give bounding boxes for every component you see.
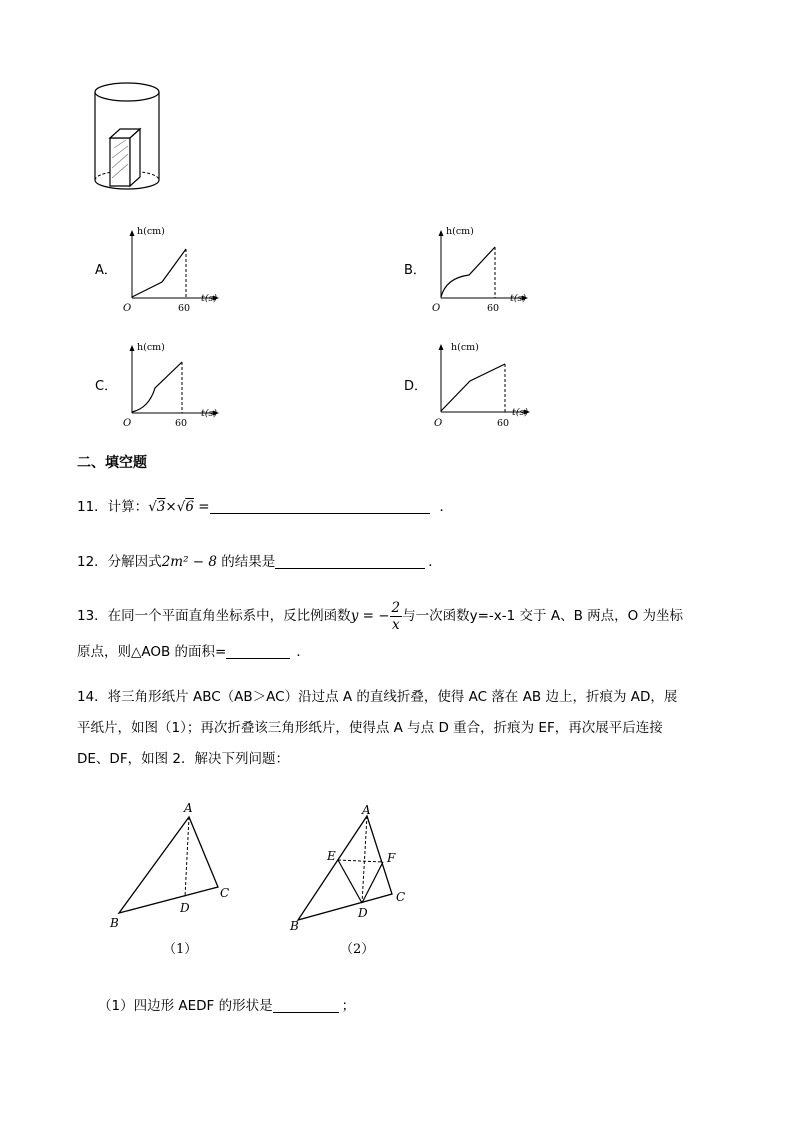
option-d-label[interactable]: D． bbox=[404, 379, 428, 394]
figure-2-caption: （2） bbox=[340, 942, 375, 957]
question-14-line-2: 平纸片，如图（1）；再次折叠该三角形纸片，使得点 A 与点 D 重合，折痕为 EF，再次展平后连接 bbox=[77, 720, 663, 736]
question-14-line-1: 14．将三角形纸片 ABC（AB＞AC）沿过点 A 的直线折叠，使得 AC 落在 AB 边上，折痕为 AD，展 bbox=[77, 689, 678, 705]
option-a-tick-60: 60 bbox=[178, 303, 191, 314]
option-c-origin: O bbox=[123, 418, 132, 429]
fig2-label-e: E bbox=[327, 849, 336, 863]
q11-answer-blank[interactable] bbox=[210, 499, 430, 514]
fig1-label-c: C bbox=[220, 886, 230, 900]
option-a-x-axis-label: t(s) bbox=[201, 293, 218, 304]
option-b-y-axis-label: h(cm) bbox=[446, 226, 474, 237]
figure-2-triangle bbox=[285, 800, 420, 935]
fig2-label-b: B bbox=[290, 919, 299, 933]
q13-fraction: $\frac{2}{x}$ bbox=[391, 599, 401, 633]
q12-expression: 2m² − 8 bbox=[161, 554, 217, 570]
q11-prefix: 11．计算： bbox=[77, 499, 149, 515]
option-c-y-axis-label: h(cm) bbox=[137, 342, 165, 353]
option-c-x-axis-label: t(s) bbox=[201, 408, 218, 419]
option-d-curve bbox=[441, 364, 505, 411]
q12-answer-blank[interactable] bbox=[275, 554, 425, 569]
question-14-line-3: DE、DF，如图 2．解决下列问题： bbox=[77, 751, 289, 767]
option-a-curve bbox=[132, 249, 186, 297]
question-13-line-2: 原点，则△AOB 的面积= ． bbox=[77, 644, 310, 660]
option-b-curve bbox=[441, 247, 495, 297]
q11-expression: √3×√6 = bbox=[148, 499, 210, 515]
option-c-graph[interactable] bbox=[115, 336, 225, 431]
fig2-label-d: D bbox=[358, 906, 368, 920]
question-12: 12．分解因式2m² − 8 的结果是 ． bbox=[77, 554, 442, 570]
option-d-tick-60: 60 bbox=[497, 418, 510, 429]
option-b-tick-60: 60 bbox=[487, 303, 500, 314]
figure-1-caption: （1） bbox=[163, 942, 198, 957]
option-d-y-axis-label: h(cm) bbox=[451, 342, 479, 353]
option-a-y-axis-label: h(cm) bbox=[137, 226, 165, 237]
q13-function: y = − bbox=[350, 608, 390, 624]
option-b-label[interactable]: B． bbox=[404, 263, 426, 278]
q13-answer-blank[interactable] bbox=[226, 644, 290, 659]
question-11: 11．计算：√3×√6 = ． bbox=[77, 499, 454, 515]
fig2-label-c: C bbox=[396, 890, 406, 904]
fig1-label-b: B bbox=[110, 916, 119, 930]
sub-question-1: （1）四边形 AEDF 的形状是 ； bbox=[98, 998, 356, 1014]
figure-1-triangle bbox=[105, 800, 250, 935]
fig2-label-a: A bbox=[362, 803, 371, 817]
option-b-graph[interactable] bbox=[424, 220, 534, 315]
option-a-origin: O bbox=[123, 303, 132, 314]
option-c-label[interactable]: C． bbox=[95, 379, 118, 394]
option-d-graph[interactable] bbox=[424, 336, 536, 431]
fig1-label-a: A bbox=[184, 801, 193, 815]
option-c-curve bbox=[132, 362, 182, 412]
fig2-label-f: F bbox=[387, 851, 396, 865]
cylinder-figure bbox=[90, 78, 165, 196]
option-a-label[interactable]: A． bbox=[95, 263, 117, 278]
option-b-x-axis-label: t(s) bbox=[510, 293, 527, 304]
option-b-origin: O bbox=[432, 303, 441, 314]
section-title: 二、填空题 bbox=[77, 455, 147, 471]
sub1-answer-blank[interactable] bbox=[273, 998, 339, 1013]
option-d-origin: O bbox=[434, 418, 443, 429]
fig1-label-d: D bbox=[180, 901, 190, 915]
option-a-graph[interactable] bbox=[115, 220, 225, 315]
question-13-line-1: 13．在同一个平面直角坐标系中，反比例函数y = − $\frac{2}{x}$ 与一次函数y=-x-1 交于 A、B 两点，O 为坐标 bbox=[77, 599, 684, 633]
option-d-x-axis-label: t(s) bbox=[512, 407, 529, 418]
option-c-tick-60: 60 bbox=[175, 418, 188, 429]
